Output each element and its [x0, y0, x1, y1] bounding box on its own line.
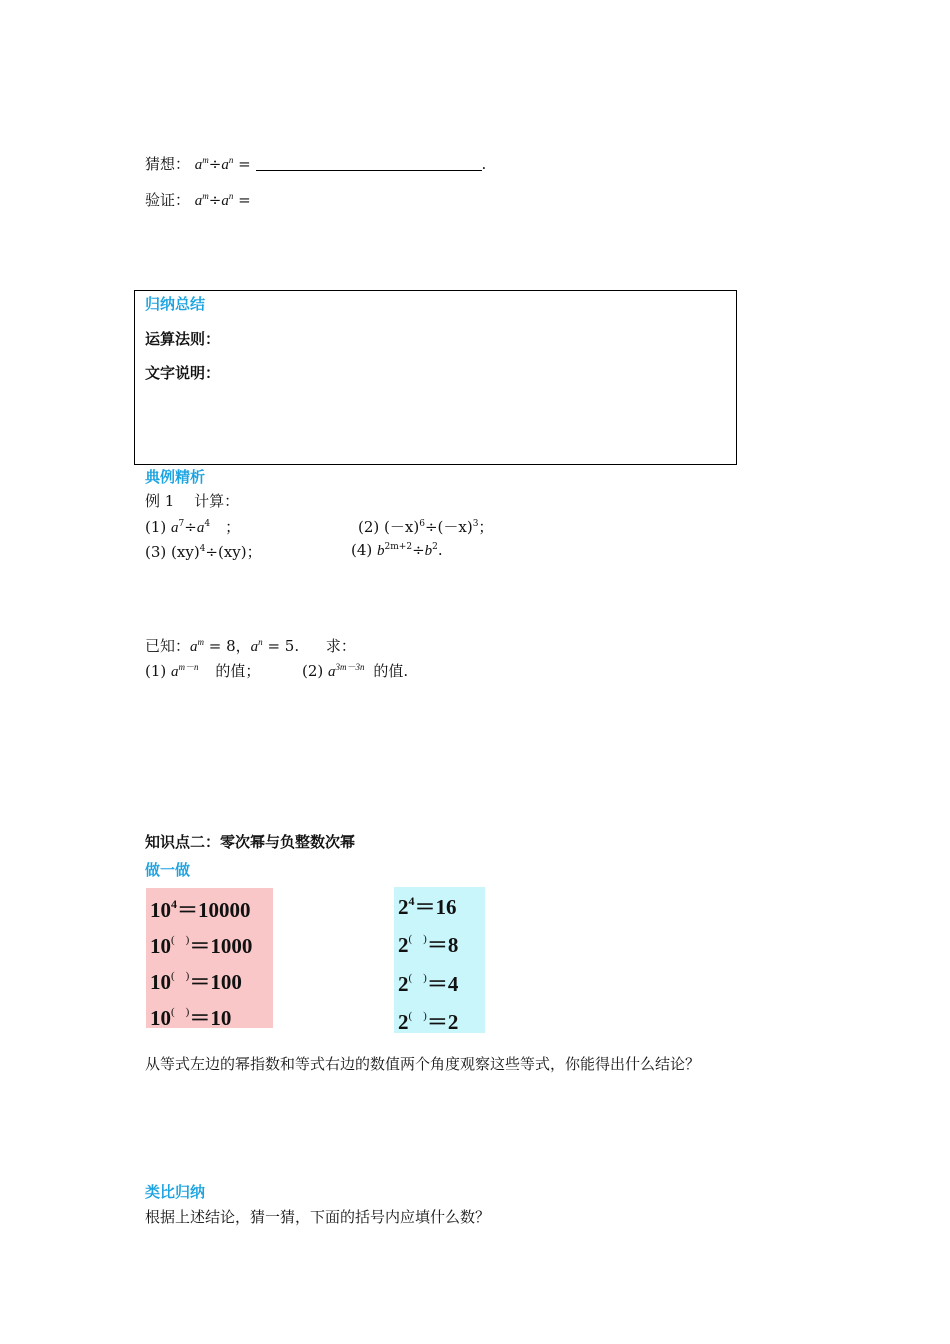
- text-label: 文字说明：: [145, 364, 221, 382]
- example-part-1: (1) $a^7\div a^4$ ；: [145, 518, 241, 536]
- knowledge-title: 知识点二：零次幂与负整数次幂: [145, 833, 356, 851]
- analogy-title: 类比归纳: [145, 1183, 206, 1201]
- verify-line: 验证： $a^m\div a^n$ =: [145, 191, 251, 209]
- analogy-text: 根据上述结论，猜一猜，下面的括号内应填什么数？: [145, 1208, 491, 1226]
- pink-row-4: 10( )＝10: [150, 1006, 232, 1030]
- rule-label: 运算法则：: [145, 330, 221, 348]
- pink-row-1: $10^4=10000$: [150, 897, 251, 922]
- given-question-2: (2) $a^{3m-3n}$ 的值.: [302, 662, 409, 680]
- given-line: 已知：$a^m = 8$，$a^n = 5$. 求：: [145, 637, 356, 655]
- summary-box: [134, 290, 737, 465]
- powers-of-ten-table: [146, 888, 273, 1028]
- cyan-row-3: 2( )＝4: [398, 972, 459, 996]
- example-part-4: (4) $b^{2m+2}\div b^2$.: [351, 541, 443, 559]
- observe-question: 从等式左边的幂指数和等式右边的数值两个角度观察这些等式，你能得出什么结论？: [145, 1055, 701, 1073]
- cyan-row-2: 2( )＝8: [398, 933, 459, 957]
- guess-answer-blank: [256, 156, 482, 171]
- guess-line: 猜想： $a^m\div a^n$ = .: [145, 155, 487, 173]
- cyan-row-1: $2^4=16$: [398, 894, 457, 919]
- example-1-label: 例 1 计算：: [145, 492, 240, 510]
- examples-title: 典例精析: [145, 468, 206, 486]
- powers-of-two-table: [394, 887, 485, 1033]
- pink-row-2: 10( )＝1000: [150, 934, 253, 958]
- cyan-row-4: 2( )＝2: [398, 1010, 459, 1034]
- pink-row-3: 10( )＝100: [150, 970, 242, 994]
- given-question-1: (1) $a^{m-n}$ 的值；: [145, 662, 261, 680]
- example-part-2: (2) $(-x)^6\div(-x)^3$；: [358, 518, 494, 536]
- try-title: 做一做: [145, 861, 191, 879]
- summary-title: 归纳总结: [145, 295, 206, 313]
- example-part-3: (3) (xy)$^4$÷(xy)；: [145, 543, 262, 561]
